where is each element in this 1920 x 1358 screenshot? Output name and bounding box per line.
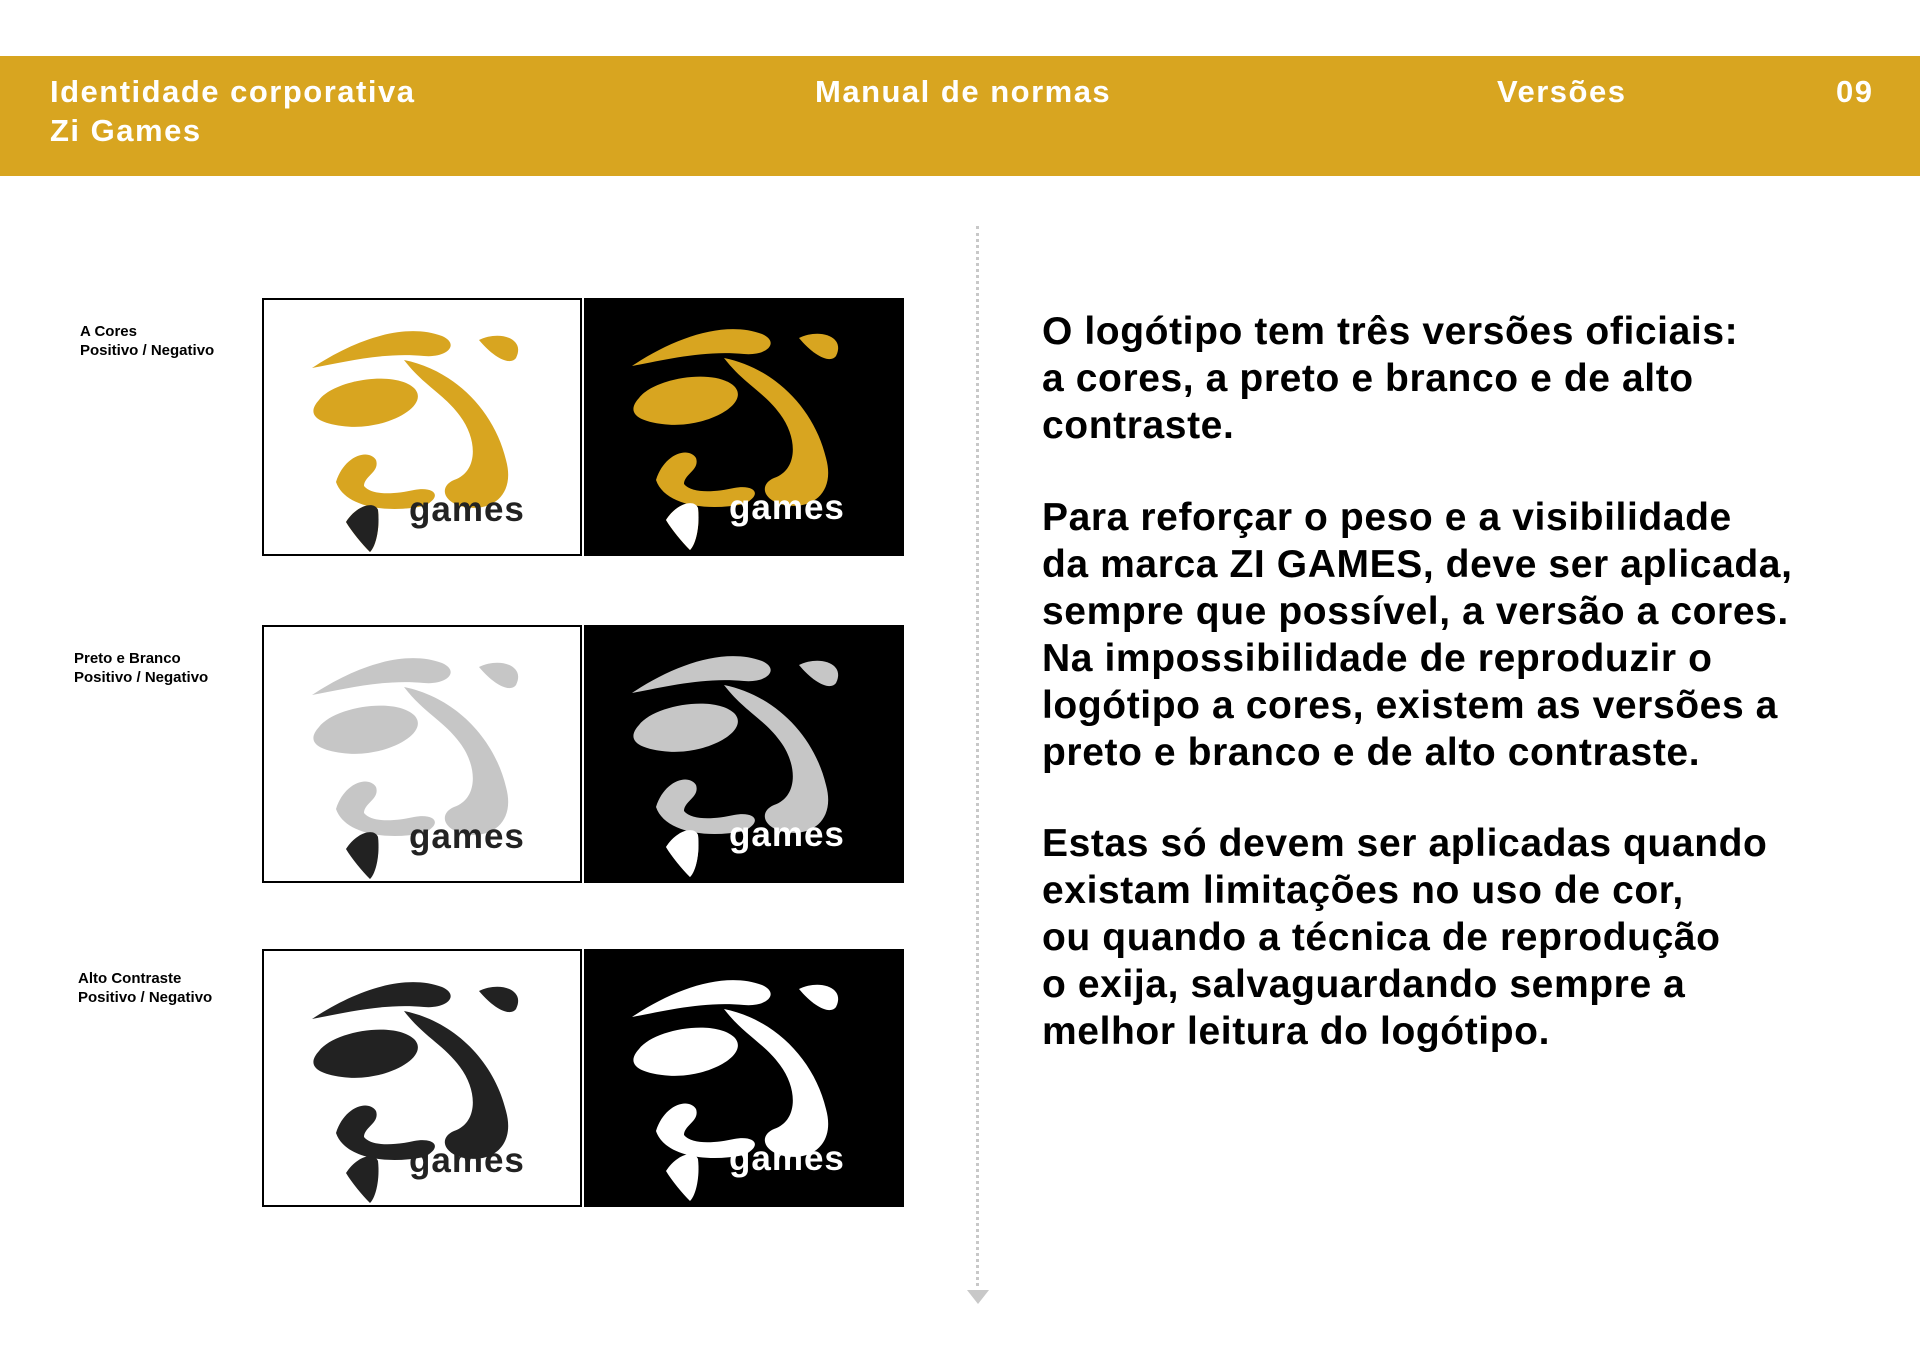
text-line: Para reforçar o peso e a visibilidade: [1042, 496, 1732, 539]
paragraph-versions-intro: [1042, 308, 1882, 449]
page-number: 09: [1836, 74, 1874, 109]
version-label-bw: [74, 649, 208, 687]
manual-title: Manual de normas: [815, 74, 1112, 109]
text-line: logótipo a cores, existem as versões a: [1042, 684, 1778, 727]
corporate-identity-title: [50, 72, 415, 150]
text-line: existam limitações no uso de cor,: [1042, 869, 1684, 912]
text-line: Estas só devem ser aplicadas quando: [1042, 822, 1768, 865]
logo-colour-negative: [584, 298, 904, 556]
title-line-2: Zi Games: [50, 113, 202, 148]
logo-wordmark: games: [409, 1141, 525, 1180]
text-line: sempre que possível, a versão a cores.: [1042, 590, 1789, 633]
version-label-high-contrast: [78, 969, 212, 1007]
text-line: o exija, salvaguardando sempre a: [1042, 963, 1686, 1006]
text-line: O logótipo tem três versões oficiais:: [1042, 310, 1739, 353]
logo-bw-positive: [262, 625, 582, 883]
logo-high-contrast-positive: [262, 949, 582, 1207]
logo-colour-positive: [262, 298, 582, 556]
text-line: ou quando a técnica de reprodução: [1042, 916, 1721, 959]
paragraph-usage-conditions: [1042, 820, 1882, 1055]
text-line: preto e branco e de alto contraste.: [1042, 731, 1701, 774]
version-label-line-1: A Cores: [80, 323, 137, 340]
logo-wordmark: games: [729, 1139, 845, 1178]
version-label-colour: [80, 322, 214, 360]
logo-bw-negative: [584, 625, 904, 883]
arrow-down-icon: [967, 1290, 989, 1304]
paragraph-colour-preference: [1042, 494, 1882, 776]
section-title: Versões: [1497, 74, 1627, 109]
text-line: contraste.: [1042, 404, 1235, 447]
version-label-line-2: Positivo / Negativo: [74, 669, 209, 686]
text-line: melhor leitura do logótipo.: [1042, 1010, 1551, 1053]
logo-wordmark: games: [409, 817, 525, 856]
logo-wordmark: games: [729, 488, 845, 527]
version-label-line-2: Positivo / Negativo: [80, 342, 215, 359]
logo-wordmark: games: [729, 815, 845, 854]
logo-wordmark: games: [409, 490, 525, 529]
text-line: a cores, a preto e branco e de alto: [1042, 357, 1694, 400]
dotted-divider: [976, 226, 979, 1286]
version-label-line-1: Preto e Branco: [74, 650, 181, 667]
text-line: da marca ZI GAMES, deve ser aplicada,: [1042, 543, 1793, 586]
logo-high-contrast-negative: [584, 949, 904, 1207]
version-label-line-1: Alto Contraste: [78, 970, 182, 987]
version-label-line-2: Positivo / Negativo: [78, 989, 213, 1006]
text-line: Na impossibilidade de reproduzir o: [1042, 637, 1713, 680]
header-bar: [0, 56, 1920, 176]
title-line-1: Identidade corporativa: [50, 74, 416, 109]
